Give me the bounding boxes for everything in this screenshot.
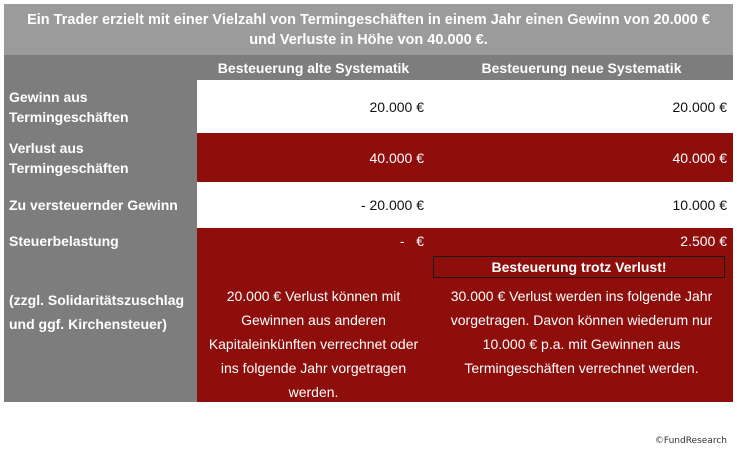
header-row [4, 55, 733, 80]
label-verlust: Verlust aus Termingeschäften [4, 133, 197, 182]
flag-cell [430, 254, 733, 280]
value-verlust-alt: 40.000 € [197, 133, 430, 182]
row-steuerbelastung [4, 228, 733, 254]
comparison-table [4, 4, 733, 402]
credit-text: ©FundResearch [654, 436, 727, 446]
row-verlust [4, 133, 733, 182]
value-steuer-alt: - € [197, 228, 430, 254]
row-gewinn [4, 80, 733, 133]
header-old-system: Besteuerung alte Systematik [197, 55, 430, 80]
label-zu-versteuern: Zu versteuernder Gewinn [4, 182, 197, 228]
label-flag-empty [4, 254, 197, 280]
value-gewinn-alt: 20.000 € [197, 80, 430, 133]
value-zu-versteuern-neu: 10.000 € [430, 182, 733, 228]
label-hinweis: (zzgl. Solidaritätszuschlag und ggf. Kirchensteuer) [4, 280, 197, 402]
row-flag [4, 254, 733, 280]
value-zu-versteuern-alt: - 20.000 € [197, 182, 430, 228]
tax-despite-loss-badge: Besteuerung trotz Verlust! [433, 256, 725, 278]
value-verlust-neu: 40.000 € [430, 133, 733, 182]
text-hinweis-neu: 30.000 € Verlust werden ins folgende Jahr vorgetragen. Davon können wiederum nur 10.000 € p.a. mit Gewinnen aus Termingeschäften verrechnet werden. [430, 280, 733, 402]
row-zu-versteuern [4, 182, 733, 228]
value-steuer-neu: 2.500 € [430, 228, 733, 254]
header-empty [4, 55, 197, 80]
header-new-system: Besteuerung neue Systematik [430, 55, 733, 80]
text-hinweis-alt: 20.000 € Verlust können mit Gewinnen aus anderen Kapitaleinkünften verrechnet oder ins folgende Jahr vorgetragen werden. [197, 280, 430, 402]
flag-empty-alt [197, 254, 430, 280]
value-gewinn-neu: 20.000 € [430, 80, 733, 133]
label-steuerbelastung: Steuerbelastung [4, 228, 197, 254]
row-hinweis [4, 280, 733, 402]
label-gewinn: Gewinn aus Termingeschäften [4, 80, 197, 133]
table-title: Ein Trader erzielt mit einer Vielzahl von Termingeschäften in einem Jahr einen Gewinn von 20.000 € und Verluste in Höhe von 40.000 €. [4, 4, 733, 55]
